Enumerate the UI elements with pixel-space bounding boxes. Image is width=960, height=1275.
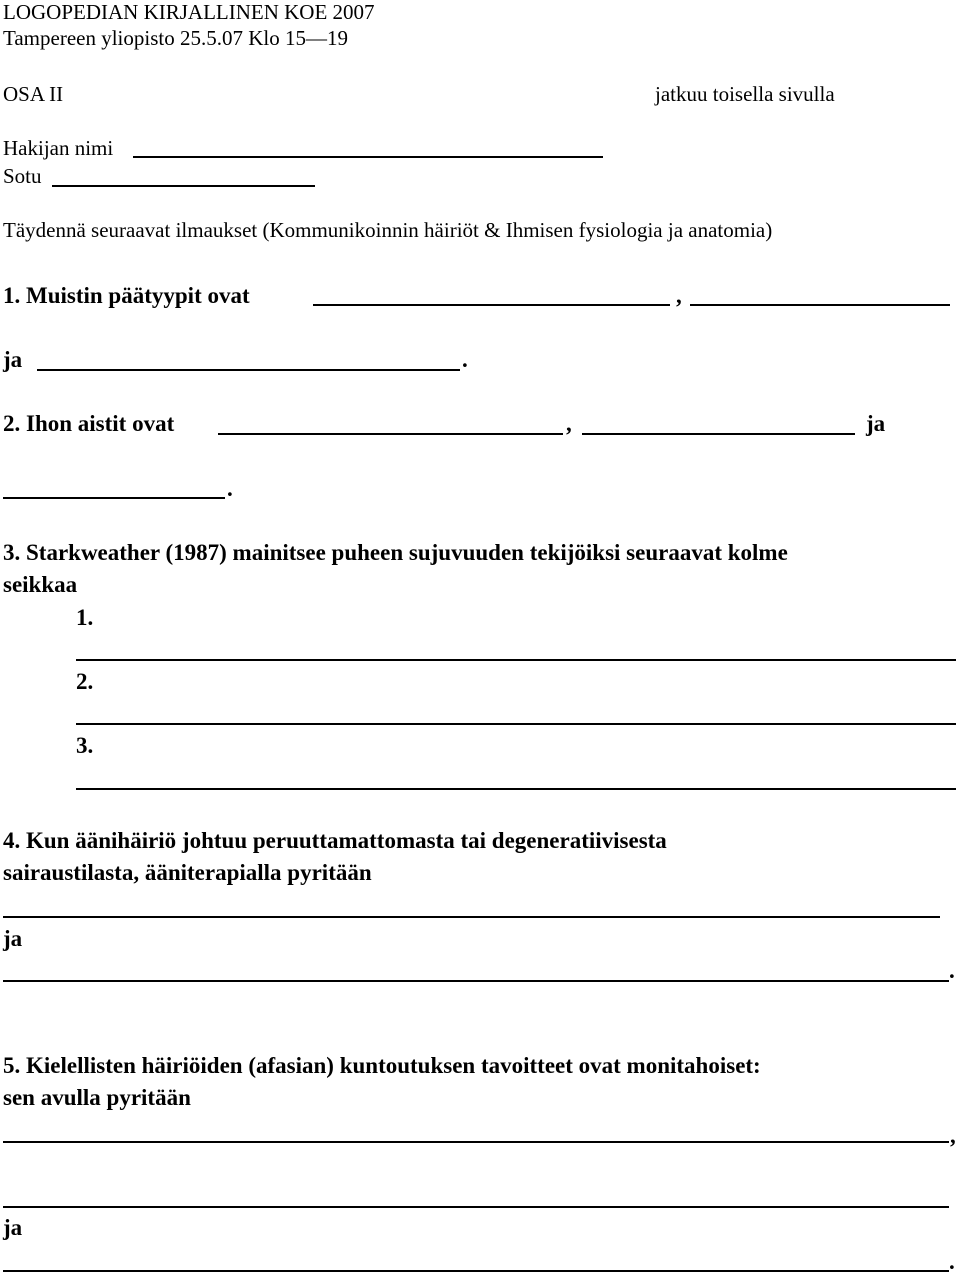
q1-ja: ja [3, 347, 23, 372]
q3-item-3-label: 3. [76, 733, 94, 758]
document-title: LOGOPEDIAN KIRJALLINEN KOE 2007 [3, 0, 375, 24]
sotu-field[interactable] [52, 185, 315, 187]
answer-4b-field[interactable] [3, 980, 949, 982]
q4-ja: ja [3, 926, 23, 951]
answer-5a-field[interactable] [3, 1141, 949, 1143]
question-1-text: 1. Muistin päätyypit ovat [3, 283, 250, 308]
q5-ja: ja [3, 1215, 23, 1240]
q1-comma: , [676, 283, 682, 308]
question-3-text-line1: 3. Starkweather (1987) mainitsee puheen sujuvuuden tekijöiksi seuraavat kolme [3, 540, 788, 565]
answer-4a-field[interactable] [3, 916, 940, 918]
q2-period: . [227, 476, 233, 501]
instruction-text: Täydennä seuraavat ilmaukset (Kommunikoinnin häiriöt & Ihmisen fysiologia ja anatomia) [3, 218, 773, 242]
answer-1b-field[interactable] [690, 304, 950, 306]
section-label: OSA II [3, 82, 64, 106]
q5-period: . [949, 1249, 955, 1274]
question-4-text-line1: 4. Kun äänihäiriö johtuu peruuttamattomasta tai degeneratiivisesta [3, 828, 667, 853]
answer-1c-field[interactable] [37, 369, 460, 371]
q3-item-2-label: 2. [76, 669, 94, 694]
sotu-label: Sotu [3, 164, 42, 188]
answer-5c-field[interactable] [3, 1270, 949, 1272]
question-3-text-line2: seikkaa [3, 572, 78, 597]
question-5-text-line1: 5. Kielellisten häiriöiden (afasian) kuntoutuksen tavoitteet ovat monitahoiset: [3, 1053, 761, 1078]
answer-3-1-field[interactable] [76, 659, 956, 661]
q2-comma: , [566, 411, 572, 436]
applicant-name-field[interactable] [133, 156, 603, 158]
answer-2a-field[interactable] [218, 433, 563, 435]
q2-ja: ja [866, 411, 886, 436]
q3-item-1-label: 1. [76, 605, 94, 630]
document-subtitle: Tampereen yliopisto 25.5.07 Klo 15—19 [3, 26, 348, 50]
applicant-name-label: Hakijan nimi [3, 136, 114, 160]
answer-2b-field[interactable] [582, 433, 855, 435]
answer-3-3-field[interactable] [76, 788, 956, 790]
question-2-text: 2. Ihon aistit ovat [3, 411, 175, 436]
answer-5b-field[interactable] [3, 1206, 949, 1208]
q5-comma: , [950, 1123, 956, 1148]
question-4-text-line2: sairaustilasta, ääniterapialla pyritään [3, 860, 372, 885]
q4-period: . [949, 958, 955, 983]
q1-period: . [462, 347, 468, 372]
question-5-text-line2: sen avulla pyritään [3, 1085, 191, 1110]
answer-3-2-field[interactable] [76, 723, 956, 725]
continues-note: jatkuu toisella sivulla [655, 82, 835, 106]
answer-2c-field[interactable] [3, 497, 225, 499]
answer-1a-field[interactable] [313, 304, 670, 306]
